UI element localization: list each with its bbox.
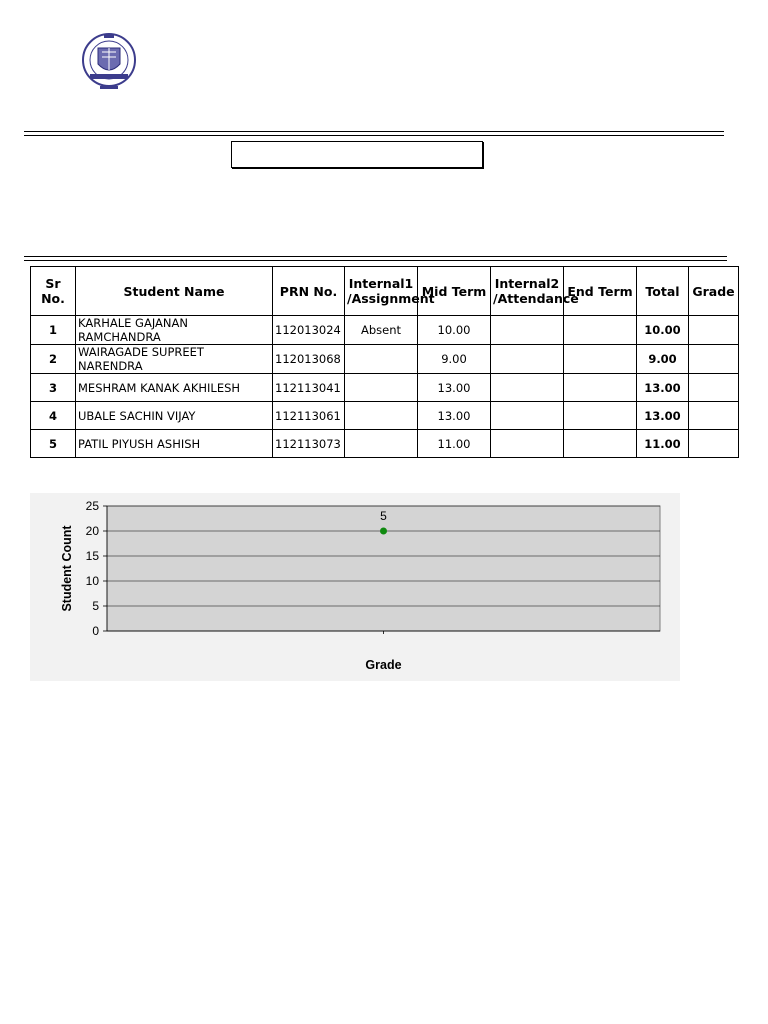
y-tick-label: 25: [85, 499, 99, 513]
col-header-prn: PRN No.: [273, 267, 345, 316]
col-header-total: Total: [637, 267, 689, 316]
cell-mid-term: 13.00: [418, 402, 491, 430]
marks-table: [30, 266, 739, 458]
cell-sr: 1: [31, 316, 76, 345]
col-header-grade: Grade: [689, 267, 739, 316]
cell-grade: [689, 316, 739, 345]
cell-name: UBALE SACHIN VIJAY: [76, 402, 273, 430]
cell-total: 10.00: [637, 316, 689, 345]
cell-grade: [689, 402, 739, 430]
header-rule-top-2: [24, 135, 724, 136]
cell-total: 9.00: [637, 345, 689, 374]
cell-mid-term: 13.00: [418, 374, 491, 402]
y-tick-label: 15: [85, 549, 99, 563]
cell-prn: 112113073: [273, 430, 345, 458]
header-rule-bottom-2: [24, 260, 727, 261]
plot-area: [107, 506, 660, 631]
cell-internal2: [491, 316, 564, 345]
cell-mid-term: 11.00: [418, 430, 491, 458]
col-header-mid-term: Mid Term: [418, 267, 491, 316]
table-row: [31, 374, 739, 402]
cell-end-term: [564, 374, 637, 402]
header-rule-bottom: [24, 256, 727, 257]
institute-logo: [78, 30, 140, 96]
data-point: [380, 528, 387, 535]
cell-sr: 4: [31, 402, 76, 430]
header-rule-top: [24, 131, 724, 132]
cell-name: PATIL PIYUSH ASHISH: [76, 430, 273, 458]
cell-end-term: [564, 316, 637, 345]
cell-internal1: [345, 430, 418, 458]
chart-svg: [30, 493, 680, 681]
title-box: [231, 141, 483, 168]
y-tick-label: 10: [85, 574, 99, 588]
cell-grade: [689, 345, 739, 374]
cell-total: 11.00: [637, 430, 689, 458]
cell-internal1: Absent: [345, 316, 418, 345]
cell-name: MESHRAM KANAK AKHILESH: [76, 374, 273, 402]
table-header-row: [31, 267, 739, 316]
cell-internal2: [491, 430, 564, 458]
col-header-internal1: Internal1 /Assignment: [345, 267, 418, 316]
y-tick-label: 20: [85, 524, 99, 538]
col-header-internal2: Internal2 /Attendance: [491, 267, 564, 316]
cell-internal2: [491, 374, 564, 402]
cell-mid-term: 9.00: [418, 345, 491, 374]
cell-total: 13.00: [637, 374, 689, 402]
y-tick-label: 0: [92, 624, 99, 638]
cell-sr: 5: [31, 430, 76, 458]
y-tick-label: 5: [92, 599, 99, 613]
cell-internal1: [345, 374, 418, 402]
table-row: [31, 316, 739, 345]
table-row: [31, 402, 739, 430]
cell-end-term: [564, 402, 637, 430]
grade-distribution-chart: [30, 493, 680, 681]
table-row: [31, 430, 739, 458]
cell-end-term: [564, 345, 637, 374]
col-header-end-term: End Term: [564, 267, 637, 316]
cell-prn: 112013024: [273, 316, 345, 345]
cell-internal2: [491, 402, 564, 430]
cell-internal1: [345, 345, 418, 374]
cell-mid-term: 10.00: [418, 316, 491, 345]
data-label: 5: [380, 509, 387, 523]
cell-sr: 3: [31, 374, 76, 402]
cell-prn: 112013068: [273, 345, 345, 374]
cell-prn: 112113061: [273, 402, 345, 430]
cell-name: KARHALE GAJANAN RAMCHANDRA: [76, 316, 273, 345]
cell-sr: 2: [31, 345, 76, 374]
cell-grade: [689, 374, 739, 402]
cell-prn: 112113041: [273, 374, 345, 402]
x-axis-label: Grade: [365, 658, 402, 672]
col-header-name: Student Name: [76, 267, 273, 316]
cell-internal1: [345, 402, 418, 430]
cell-end-term: [564, 430, 637, 458]
cell-name: WAIRAGADE SUPREET NARENDRA: [76, 345, 273, 374]
cell-internal2: [491, 345, 564, 374]
y-axis-label: Student Count: [60, 525, 74, 612]
table-row: [31, 345, 739, 374]
cell-grade: [689, 430, 739, 458]
col-header-sr: Sr No.: [31, 267, 76, 316]
cell-total: 13.00: [637, 402, 689, 430]
